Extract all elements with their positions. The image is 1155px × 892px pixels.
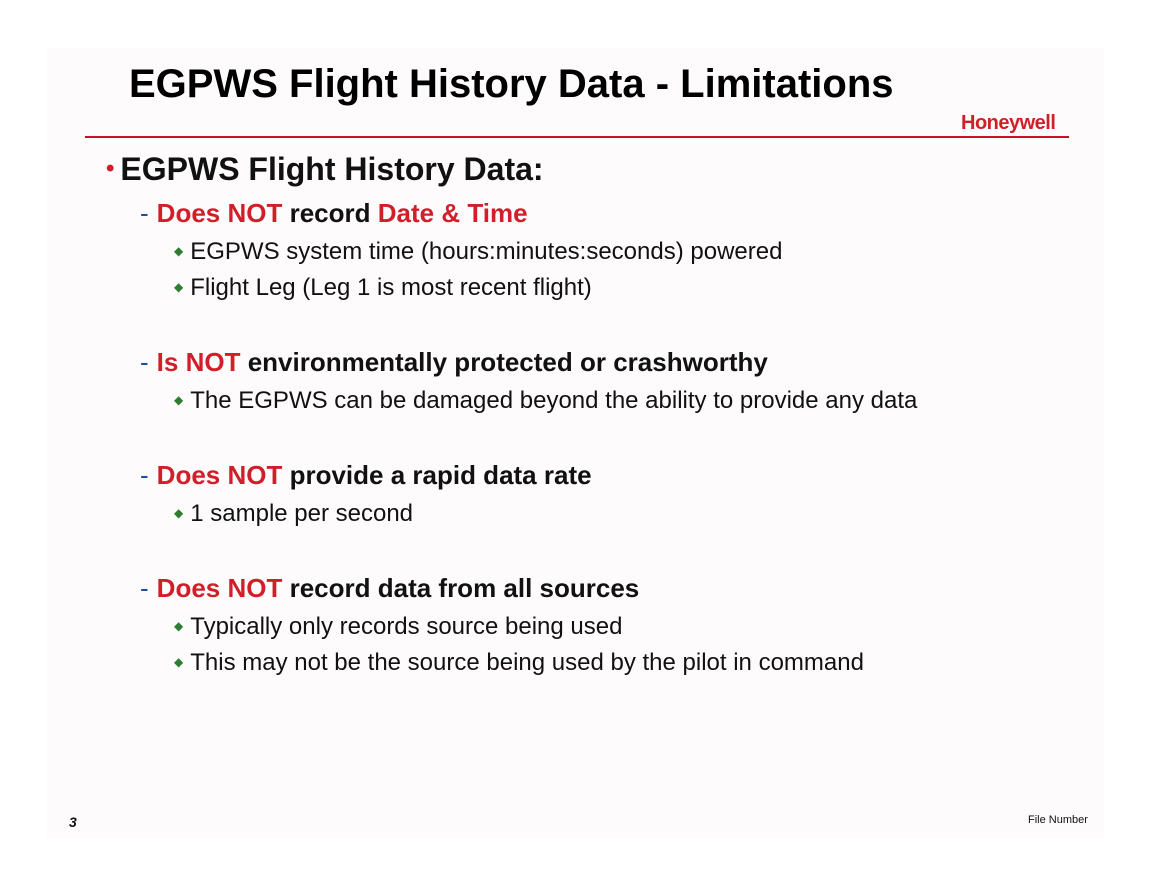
honeywell-logo: Honeywell <box>961 112 1056 134</box>
heading-emphasis: Is NOT <box>156 347 241 377</box>
main-bullet-text: EGPWS Flight History Data: <box>120 151 544 187</box>
diamond-bullet-icon: ◆ <box>174 393 184 407</box>
section-heading <box>140 573 639 604</box>
list-item-text: 1 sample per second <box>190 500 414 527</box>
heading-emphasis: Date & Time <box>377 198 528 228</box>
list-item <box>174 274 592 302</box>
heading-emphasis: Does NOT <box>156 460 283 490</box>
list-item-text: The EGPWS can be damaged beyond the ability to provide any data <box>190 387 918 414</box>
section-heading <box>140 460 592 491</box>
main-bullet <box>106 151 544 188</box>
dash-icon: - <box>140 198 149 228</box>
slide-title: EGPWS Flight History Data - Limitations <box>129 62 894 106</box>
file-number: File Number <box>1028 814 1088 826</box>
heading-text: environmentally protected or crashworthy <box>240 347 768 377</box>
slide <box>47 48 1104 838</box>
dash-icon: - <box>140 347 149 377</box>
list-item-text: Typically only records source being used <box>190 613 623 640</box>
diamond-bullet-icon: ◆ <box>174 244 184 258</box>
diamond-bullet-icon: ◆ <box>174 506 184 520</box>
page-number: 3 <box>69 814 77 830</box>
heading-text: record data from all sources <box>282 573 640 603</box>
dash-icon: - <box>140 460 149 490</box>
list-item-text: Flight Leg (Leg 1 is most recent flight) <box>190 274 592 301</box>
list-item <box>174 500 413 528</box>
list-item <box>174 238 782 266</box>
list-item-text: EGPWS system time (hours:minutes:seconds) powered <box>190 238 783 265</box>
heading-text: provide a rapid data rate <box>282 460 592 490</box>
bullet-dot-icon: • <box>106 155 115 182</box>
list-item <box>174 387 917 415</box>
diamond-bullet-icon: ◆ <box>174 280 184 294</box>
diamond-bullet-icon: ◆ <box>174 619 184 633</box>
heading-text: record <box>282 198 378 228</box>
section-heading <box>140 347 768 378</box>
diamond-bullet-icon: ◆ <box>174 655 184 669</box>
heading-emphasis: Does NOT <box>156 573 283 603</box>
title-divider <box>85 136 1069 138</box>
list-item <box>174 649 864 677</box>
list-item <box>174 613 622 641</box>
dash-icon: - <box>140 573 149 603</box>
list-item-text: This may not be the source being used by the pilot in command <box>190 649 864 676</box>
section-heading <box>140 198 528 229</box>
heading-emphasis: Does NOT <box>156 198 283 228</box>
